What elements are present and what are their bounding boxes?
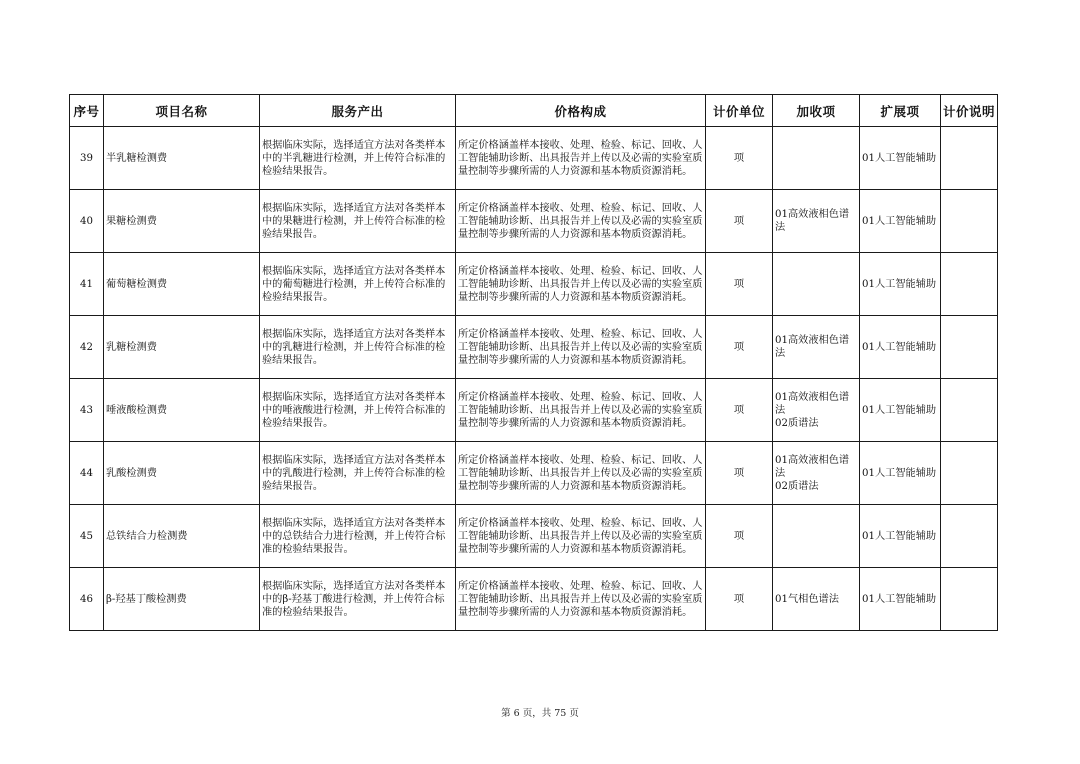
cell-extra: 01气相色谱法 — [773, 568, 860, 631]
cell-note — [941, 568, 998, 631]
cell-service: 根据临床实际，选择适宜方法对各类样本中的唾液酸进行检测，并上传符合标准的检验结果报告。 — [260, 379, 456, 442]
cell-service: 根据临床实际，选择适宜方法对各类样本中的果糖进行检测，并上传符合标准的检验结果报告。 — [260, 190, 456, 253]
header-name: 项目名称 — [104, 95, 260, 127]
cell-num: 42 — [70, 316, 104, 379]
cell-name: 乳糖检测费 — [104, 316, 260, 379]
cell-note — [941, 253, 998, 316]
table-row — [70, 505, 998, 568]
cell-price: 所定价格涵盖样本接收、处理、检验、标记、回收、人工智能辅助诊断、出具报告并上传以及必需的实验室质量控制等步骤所需的人力资源和基本物质资源消耗。 — [456, 505, 706, 568]
table-row — [70, 190, 998, 253]
cell-ext: 01人工智能辅助 — [860, 316, 941, 379]
cell-unit: 项 — [706, 253, 773, 316]
cell-extra — [773, 253, 860, 316]
cell-ext: 01人工智能辅助 — [860, 190, 941, 253]
cell-price: 所定价格涵盖样本接收、处理、检验、标记、回收、人工智能辅助诊断、出具报告并上传以及必需的实验室质量控制等步骤所需的人力资源和基本物质资源消耗。 — [456, 127, 706, 190]
page-number: 第 6 页，共 75 页 — [501, 708, 579, 719]
cell-unit: 项 — [706, 379, 773, 442]
cell-note — [941, 505, 998, 568]
cell-ext: 01人工智能辅助 — [860, 505, 941, 568]
header-unit: 计价单位 — [706, 95, 773, 127]
cell-note — [941, 127, 998, 190]
cell-unit: 项 — [706, 316, 773, 379]
table-row — [70, 442, 998, 505]
cell-num: 39 — [70, 127, 104, 190]
cell-service: 根据临床实际，选择适宜方法对各类样本中的β-羟基丁酸进行检测，并上传符合标准的检验结果报告。 — [260, 568, 456, 631]
table-row — [70, 568, 998, 631]
cell-name: 唾液酸检测费 — [104, 379, 260, 442]
cell-num: 45 — [70, 505, 104, 568]
cell-num: 46 — [70, 568, 104, 631]
table-body — [70, 127, 998, 631]
table-header — [70, 95, 998, 127]
cell-note — [941, 316, 998, 379]
table-row — [70, 253, 998, 316]
cell-service: 根据临床实际，选择适宜方法对各类样本中的乳糖进行检测，并上传符合标准的检验结果报告。 — [260, 316, 456, 379]
cell-price: 所定价格涵盖样本接收、处理、检验、标记、回收、人工智能辅助诊断、出具报告并上传以及必需的实验室质量控制等步骤所需的人力资源和基本物质资源消耗。 — [456, 316, 706, 379]
cell-name: 葡萄糖检测费 — [104, 253, 260, 316]
cell-price: 所定价格涵盖样本接收、处理、检验、标记、回收、人工智能辅助诊断、出具报告并上传以及必需的实验室质量控制等步骤所需的人力资源和基本物质资源消耗。 — [456, 442, 706, 505]
table-row — [70, 379, 998, 442]
header-service: 服务产出 — [260, 95, 456, 127]
cell-num: 43 — [70, 379, 104, 442]
cell-service: 根据临床实际，选择适宜方法对各类样本中的乳酸进行检测，并上传符合标准的检验结果报告。 — [260, 442, 456, 505]
cell-price: 所定价格涵盖样本接收、处理、检验、标记、回收、人工智能辅助诊断、出具报告并上传以及必需的实验室质量控制等步骤所需的人力资源和基本物质资源消耗。 — [456, 190, 706, 253]
cell-service: 根据临床实际，选择适宜方法对各类样本中的葡萄糖进行检测，并上传符合标准的检验结果报告。 — [260, 253, 456, 316]
cell-name: 总铁结合力检测费 — [104, 505, 260, 568]
cell-unit: 项 — [706, 442, 773, 505]
cell-extra: 01高效液相色谱法 02质谱法 — [773, 379, 860, 442]
cell-service: 根据临床实际，选择适宜方法对各类样本中的总铁结合力进行检测，并上传符合标准的检验结果报告。 — [260, 505, 456, 568]
cell-unit: 项 — [706, 505, 773, 568]
header-ext: 扩展项 — [860, 95, 941, 127]
cell-extra: 01高效液相色谱法 — [773, 316, 860, 379]
cell-extra: 01高效液相色谱法 02质谱法 — [773, 442, 860, 505]
cell-note — [941, 379, 998, 442]
cell-ext: 01人工智能辅助 — [860, 127, 941, 190]
cell-price: 所定价格涵盖样本接收、处理、检验、标记、回收、人工智能辅助诊断、出具报告并上传以及必需的实验室质量控制等步骤所需的人力资源和基本物质资源消耗。 — [456, 568, 706, 631]
cell-name: β-羟基丁酸检测费 — [104, 568, 260, 631]
cell-ext: 01人工智能辅助 — [860, 568, 941, 631]
cell-ext: 01人工智能辅助 — [860, 379, 941, 442]
header-note: 计价说明 — [941, 95, 998, 127]
cell-ext: 01人工智能辅助 — [860, 253, 941, 316]
cell-extra — [773, 505, 860, 568]
cell-unit: 项 — [706, 568, 773, 631]
cell-ext: 01人工智能辅助 — [860, 442, 941, 505]
cell-extra — [773, 127, 860, 190]
cell-unit: 项 — [706, 190, 773, 253]
cell-note — [941, 442, 998, 505]
cell-unit: 项 — [706, 127, 773, 190]
header-extra: 加收项 — [773, 95, 860, 127]
cell-extra: 01高效液相色谱法 — [773, 190, 860, 253]
cell-num: 44 — [70, 442, 104, 505]
cell-service: 根据临床实际，选择适宜方法对各类样本中的半乳糖进行检测，并上传符合标准的检验结果报告。 — [260, 127, 456, 190]
cell-name: 乳酸检测费 — [104, 442, 260, 505]
cell-price: 所定价格涵盖样本接收、处理、检验、标记、回收、人工智能辅助诊断、出具报告并上传以及必需的实验室质量控制等步骤所需的人力资源和基本物质资源消耗。 — [456, 253, 706, 316]
cell-name: 果糖检测费 — [104, 190, 260, 253]
cell-num: 40 — [70, 190, 104, 253]
header-num: 序号 — [70, 95, 104, 127]
cell-name: 半乳糖检测费 — [104, 127, 260, 190]
cell-note — [941, 190, 998, 253]
table-row — [70, 127, 998, 190]
cell-price: 所定价格涵盖样本接收、处理、检验、标记、回收、人工智能辅助诊断、出具报告并上传以及必需的实验室质量控制等步骤所需的人力资源和基本物质资源消耗。 — [456, 379, 706, 442]
cell-num: 41 — [70, 253, 104, 316]
pricing-table — [69, 94, 998, 631]
header-price: 价格构成 — [456, 95, 706, 127]
table-row — [70, 316, 998, 379]
